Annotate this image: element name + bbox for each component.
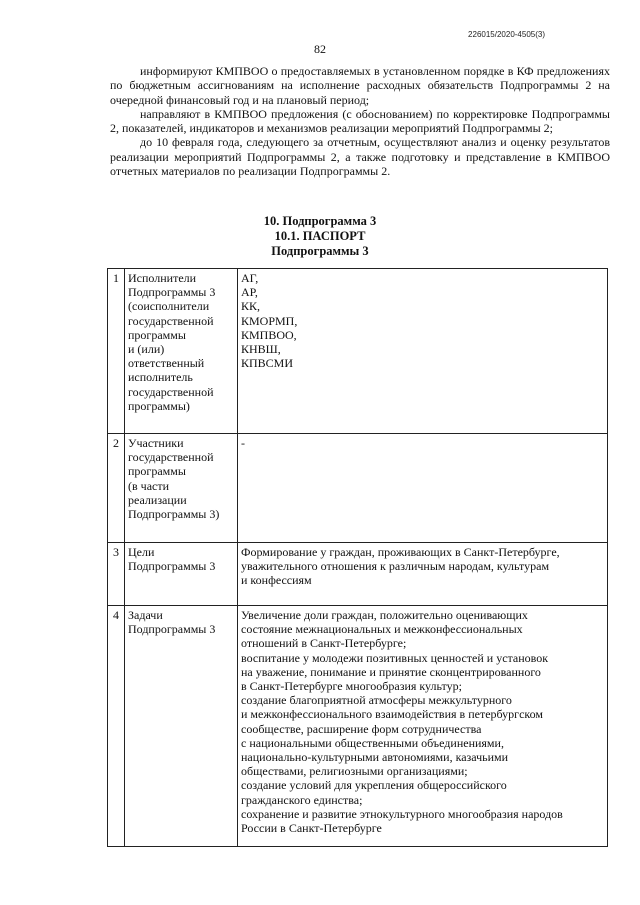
row-number: 3 <box>108 543 125 606</box>
row-number: 1 <box>108 269 125 434</box>
row-value: АГ, АР, КК, КМОРМП, КМПВОО, КНВШ, КПВСМИ <box>238 269 608 434</box>
row-value: Увеличение доли граждан, положительно оценивающих состояние межнациональных и межконфессиональных отношений в Санкт-Петербурге; воспитание у молодежи позитивных ценностей и установок на уважение, понимание и принятие сконцентрированного в Санкт-Петербурге многообразия культур; создание благоприятной атмосферы межкультурного и межконфессионального взаимодействия в петербургском сообществе, расширение форм сотрудничества с национальными общественными объединениями, национально-культурными автономиями, казачьими обществами, религиозными организациями; создание условий для укрепления общероссийского гражданского единства; сохранение и развитие этнокультурного многообразия народов России в Санкт-Петербурге <box>238 606 608 847</box>
row-number: 4 <box>108 606 125 847</box>
heading-line: 10. Подпрограмма 3 <box>263 214 377 228</box>
table-row <box>108 269 608 434</box>
heading-line: 10.1. ПАСПОРТ <box>274 229 366 243</box>
row-name: Цели Подпрограммы 3 <box>125 543 238 606</box>
row-name: Исполнители Подпрограммы 3 (соисполнители государственной программы и (или) ответственный исполнитель государственной программы) <box>125 269 238 434</box>
paragraph: до 10 февраля года, следующего за отчетным, осуществляют анализ и оценку результатов реализации мероприятий Подпрограммы 2, а также подготовку и представление в КМПВОО отчетных материалов по реализации Подпрограммы 2. <box>110 135 610 179</box>
passport-table <box>107 268 608 847</box>
document-number: 226015/2020-4505(3) <box>468 30 545 39</box>
row-name: Участники государственной программы (в части реализации Подпрограммы 3) <box>125 434 238 543</box>
row-value: Формирование у граждан, проживающих в Санкт-Петербурге, уважительного отношения к различным народам, культурам и конфессиям <box>238 543 608 606</box>
heading-line: Подпрограммы 3 <box>271 244 369 258</box>
row-number: 2 <box>108 434 125 543</box>
intro-text <box>110 64 610 178</box>
table-row <box>108 606 608 847</box>
row-value: - <box>238 434 608 543</box>
table-row <box>108 543 608 606</box>
paragraph: информируют КМПВОО о предоставляемых в установленном порядке в КФ предложениях по бюджетным ассигнованиям на исполнение расходных обязательств Подпрограммы 2 на очередной финансовый год и на плановый период; <box>110 64 610 107</box>
row-name: Задачи Подпрограммы 3 <box>125 606 238 847</box>
paragraph: направляют в КМПВОО предложения (с обоснованием) по корректировке Подпрограммы 2, показателей, индикаторов и механизмов реализации мероприятий Подпрограммы 2; <box>110 106 610 136</box>
section-heading <box>0 214 640 259</box>
table-row <box>108 434 608 543</box>
page-number: 82 <box>314 42 326 56</box>
